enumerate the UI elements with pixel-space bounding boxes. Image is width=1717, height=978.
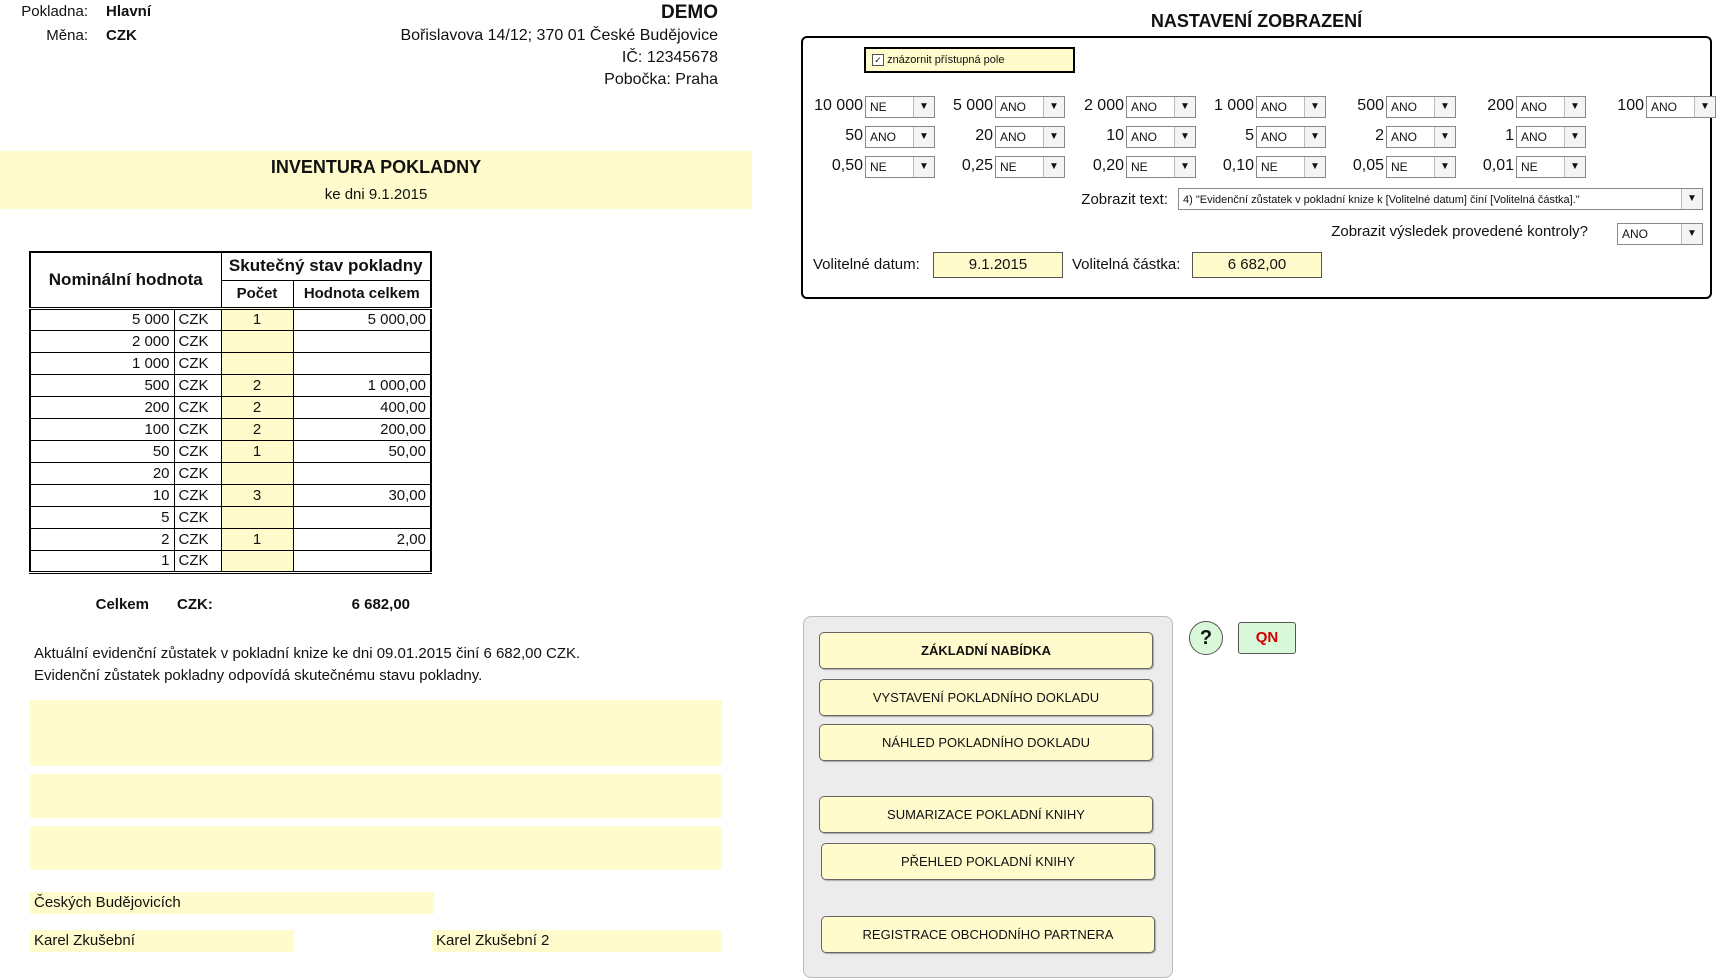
chevron-down-icon[interactable]: ▼: [1174, 97, 1195, 117]
denomination-label: 500: [1357, 97, 1384, 114]
nominal-cell: 500: [30, 374, 174, 396]
denomination-value: ANO: [1651, 100, 1678, 114]
overview-book-button[interactable]: PŘEHLED POKLADNÍ KNIHY: [821, 843, 1155, 880]
chevron-down-icon[interactable]: ▼: [1043, 97, 1064, 117]
currency-cell: CZK: [174, 374, 221, 396]
denomination-select[interactable]: [1126, 156, 1196, 178]
total-cell: [293, 550, 431, 572]
table-row: [30, 506, 431, 528]
total-cell: [293, 352, 431, 374]
date-input[interactable]: 9.1.2015: [933, 252, 1063, 278]
table-row: [30, 396, 431, 418]
chevron-down-icon[interactable]: ▼: [913, 157, 934, 177]
denomination-label: 0,25: [961, 157, 993, 174]
amount-input[interactable]: 6 682,00: [1192, 252, 1322, 278]
chevron-down-icon[interactable]: ▼: [1564, 157, 1585, 177]
col-count-header: Počet: [221, 280, 293, 308]
summary-book-button[interactable]: SUMARIZACE POKLADNÍ KNIHY: [819, 796, 1153, 833]
nominal-cell: 2: [30, 528, 174, 550]
denomination-value: NE: [1000, 160, 1017, 174]
settings-title: NASTAVENÍ ZOBRAZENÍ: [1150, 11, 1363, 31]
nominal-cell: 5: [30, 506, 174, 528]
total-cell: 400,00: [293, 396, 431, 418]
denomination-select[interactable]: [1256, 126, 1326, 148]
denomination-value: ANO: [1391, 130, 1418, 144]
denomination-select[interactable]: [1516, 126, 1586, 148]
comment-field-1[interactable]: [30, 700, 722, 766]
currency-cell: CZK: [174, 462, 221, 484]
denomination-select[interactable]: [865, 156, 935, 178]
denomination-value: NE: [870, 160, 887, 174]
checkbox-checked-icon[interactable]: ✓: [872, 54, 884, 66]
chevron-down-icon[interactable]: ▼: [1174, 157, 1195, 177]
denomination-select[interactable]: [995, 96, 1065, 118]
table-row: [30, 528, 431, 550]
nominal-cell: 5 000: [30, 308, 174, 330]
denomination-label: 2 000: [1083, 97, 1124, 114]
preview-document-button[interactable]: NÁHLED POKLADNÍHO DOKLADU: [819, 724, 1153, 761]
denomination-label: 0,01: [1482, 157, 1514, 174]
total-cell: 2,00: [293, 528, 431, 550]
currency-cell: CZK: [174, 528, 221, 550]
date-label: Volitelné datum:: [813, 256, 920, 273]
chevron-down-icon[interactable]: ▼: [1434, 127, 1455, 147]
denomination-value: NE: [870, 100, 887, 114]
total-cell: 200,00: [293, 418, 431, 440]
nominal-cell: 10: [30, 484, 174, 506]
denomination-value: ANO: [1131, 130, 1158, 144]
denomination-label: 0,20: [1092, 157, 1124, 174]
denomination-select[interactable]: [1126, 126, 1196, 148]
company-address: Bořislavova 14/12; 370 01 České Budějovice: [400, 27, 718, 44]
count-cell[interactable]: [221, 462, 293, 484]
denomination-label: 50: [845, 127, 863, 144]
denomination-value: ANO: [1521, 100, 1548, 114]
denomination-select[interactable]: [1516, 156, 1586, 178]
signature-person-1[interactable]: Karel Zkušební: [30, 930, 294, 952]
count-cell[interactable]: 1: [221, 440, 293, 462]
denomination-select[interactable]: [1256, 156, 1326, 178]
show-fields-checkbox[interactable]: [864, 47, 1075, 73]
total-cell: [293, 462, 431, 484]
denomination-value: ANO: [1521, 130, 1548, 144]
mena-label: Měna:: [46, 27, 88, 44]
denomination-select[interactable]: [865, 126, 935, 148]
show-result-select[interactable]: [1617, 223, 1703, 245]
total-currency: CZK:: [177, 596, 213, 613]
currency-cell: CZK: [174, 418, 221, 440]
chevron-down-icon[interactable]: ▼: [1681, 224, 1702, 244]
show-result-label: Zobrazit výsledek provedené kontroly?: [1331, 223, 1588, 240]
denomination-value: ANO: [1261, 130, 1288, 144]
page-title: INVENTURA POKLADNY: [270, 157, 482, 177]
title-band: [0, 151, 752, 209]
chevron-down-icon[interactable]: ▼: [913, 97, 934, 117]
chevron-down-icon[interactable]: ▼: [1564, 127, 1585, 147]
total-cell: 30,00: [293, 484, 431, 506]
count-cell[interactable]: [221, 330, 293, 352]
table-row: [30, 550, 431, 572]
currency-cell: CZK: [174, 506, 221, 528]
count-cell[interactable]: 1: [221, 528, 293, 550]
denomination-value: ANO: [1000, 100, 1027, 114]
denomination-value: ANO: [1391, 100, 1418, 114]
currency-cell: CZK: [174, 396, 221, 418]
nominal-cell: 1 000: [30, 352, 174, 374]
table-row: [30, 440, 431, 462]
nominal-cell: 50: [30, 440, 174, 462]
chevron-down-icon[interactable]: ▼: [1564, 97, 1585, 117]
main-menu-button[interactable]: ZÁKLADNÍ NABÍDKA: [819, 632, 1153, 669]
col-nominal-header: Nominální hodnota: [30, 252, 221, 308]
denomination-label: 100: [1617, 97, 1644, 114]
denomination-label: 0,50: [831, 157, 863, 174]
denomination-select[interactable]: [1516, 96, 1586, 118]
company-branch: Pobočka: Praha: [604, 71, 718, 88]
denomination-value: NE: [1131, 160, 1148, 174]
denomination-select[interactable]: [1386, 156, 1456, 178]
count-cell[interactable]: 3: [221, 484, 293, 506]
total-cell: [293, 330, 431, 352]
nominal-cell: 200: [30, 396, 174, 418]
table-row: [30, 462, 431, 484]
denomination-value: ANO: [1131, 100, 1158, 114]
chevron-down-icon[interactable]: ▼: [1043, 157, 1064, 177]
denomination-label: 20: [975, 127, 993, 144]
pokladna-value: Hlavní: [106, 3, 152, 20]
currency-cell: CZK: [174, 352, 221, 374]
denomination-label: 10: [1106, 127, 1124, 144]
table-row: [30, 330, 431, 352]
note-balance: Aktuální evidenční zůstatek v pokladní knize ke dni 09.01.2015 činí 6 682,00 CZK.: [34, 645, 581, 662]
denomination-label: 0,05: [1352, 157, 1384, 174]
nominal-cell: 20: [30, 462, 174, 484]
help-icon[interactable]: ?: [1189, 621, 1223, 655]
pokladna-label: Pokladna:: [21, 3, 88, 20]
register-partner-button[interactable]: REGISTRACE OBCHODNÍHO PARTNERA: [821, 916, 1155, 953]
qn-button[interactable]: QN: [1238, 622, 1296, 654]
total-value: 6 682,00: [351, 596, 410, 613]
chevron-down-icon[interactable]: ▼: [1304, 157, 1325, 177]
total-cell: [293, 506, 431, 528]
issue-document-button[interactable]: VYSTAVENÍ POKLADNÍHO DOKLADU: [819, 679, 1153, 716]
denomination-label: 2: [1375, 127, 1384, 144]
show-result-value: ANO: [1622, 227, 1649, 241]
table-row: [30, 484, 431, 506]
page-date: ke dni 9.1.2015: [324, 186, 428, 203]
denomination-select[interactable]: [865, 96, 935, 118]
count-cell[interactable]: 2: [221, 374, 293, 396]
comment-field-2[interactable]: [30, 774, 722, 818]
denomination-label: 1: [1505, 127, 1514, 144]
nominal-cell: 100: [30, 418, 174, 440]
signature-person-2[interactable]: Karel Zkušební 2: [432, 930, 722, 952]
denomination-select[interactable]: [1126, 96, 1196, 118]
denomination-value: NE: [1521, 160, 1538, 174]
count-cell[interactable]: 1: [221, 308, 293, 330]
chevron-down-icon[interactable]: ▼: [1043, 127, 1064, 147]
denomination-label: 5 000: [952, 97, 993, 114]
chevron-down-icon[interactable]: ▼: [1694, 97, 1715, 117]
chevron-down-icon[interactable]: ▼: [1434, 157, 1455, 177]
show-text-select[interactable]: [1178, 188, 1703, 210]
chevron-down-icon[interactable]: ▼: [913, 127, 934, 147]
chevron-down-icon[interactable]: ▼: [1681, 189, 1702, 209]
denomination-value: ANO: [1261, 100, 1288, 114]
table-row: [30, 418, 431, 440]
mena-value: CZK: [106, 27, 137, 44]
company-name: DEMO: [661, 2, 718, 23]
denomination-select[interactable]: [1386, 96, 1456, 118]
denomination-label: 200: [1487, 97, 1514, 114]
denomination-label: 10 000: [814, 97, 863, 114]
count-cell[interactable]: [221, 506, 293, 528]
table-row: [30, 308, 431, 330]
signature-place[interactable]: Českých Budějovicích: [30, 892, 434, 914]
chevron-down-icon[interactable]: ▼: [1304, 127, 1325, 147]
total-cell: 1 000,00: [293, 374, 431, 396]
total-cell: 50,00: [293, 440, 431, 462]
table-row: [30, 352, 431, 374]
company-ic: IČ: 12345678: [621, 49, 718, 66]
chevron-down-icon[interactable]: ▼: [1304, 97, 1325, 117]
currency-cell: CZK: [174, 308, 221, 330]
currency-cell: CZK: [174, 440, 221, 462]
total-label: Celkem: [95, 596, 149, 613]
currency-cell: CZK: [174, 484, 221, 506]
show-text-value: 4) "Evidenční zůstatek v pokladní knize k [Volitelné datum] činí [Volitelná částka].": [1183, 194, 1580, 206]
col-actual-header: Skutečný stav pokladny: [221, 252, 431, 280]
settings-panel: [801, 36, 1712, 299]
chevron-down-icon[interactable]: ▼: [1174, 127, 1195, 147]
currency-cell: CZK: [174, 550, 221, 572]
count-cell[interactable]: [221, 352, 293, 374]
col-total-header: Hodnota celkem: [293, 280, 431, 308]
denomination-label: 0,10: [1222, 157, 1254, 174]
denomination-select[interactable]: [1646, 96, 1716, 118]
nominal-cell: 2 000: [30, 330, 174, 352]
denomination-value: ANO: [1000, 130, 1027, 144]
note-match: Evidenční zůstatek pokladny odpovídá skutečnému stavu pokladny.: [34, 667, 483, 684]
comment-field-3[interactable]: [30, 826, 722, 870]
denomination-select[interactable]: [1386, 126, 1456, 148]
denomination-select[interactable]: [1256, 96, 1326, 118]
nominal-cell: 1: [30, 550, 174, 572]
denomination-value: NE: [1261, 160, 1278, 174]
denomination-select[interactable]: [995, 126, 1065, 148]
count-cell[interactable]: [221, 550, 293, 572]
denomination-value: NE: [1391, 160, 1408, 174]
count-cell[interactable]: 2: [221, 418, 293, 440]
denomination-label: 1 000: [1213, 97, 1254, 114]
denomination-label: 5: [1245, 127, 1254, 144]
checkbox-label: znázornit přístupná pole: [887, 54, 1005, 66]
denomination-select[interactable]: [995, 156, 1065, 178]
menu-panel: [803, 616, 1173, 978]
denomination-value: ANO: [870, 130, 897, 144]
total-cell: 5 000,00: [293, 308, 431, 330]
show-text-label: Zobrazit text:: [1081, 191, 1168, 208]
count-cell[interactable]: 2: [221, 396, 293, 418]
table-row: [30, 374, 431, 396]
chevron-down-icon[interactable]: ▼: [1434, 97, 1455, 117]
inventory-table: [29, 251, 432, 574]
currency-cell: CZK: [174, 330, 221, 352]
amount-label: Volitelná částka:: [1072, 256, 1181, 273]
